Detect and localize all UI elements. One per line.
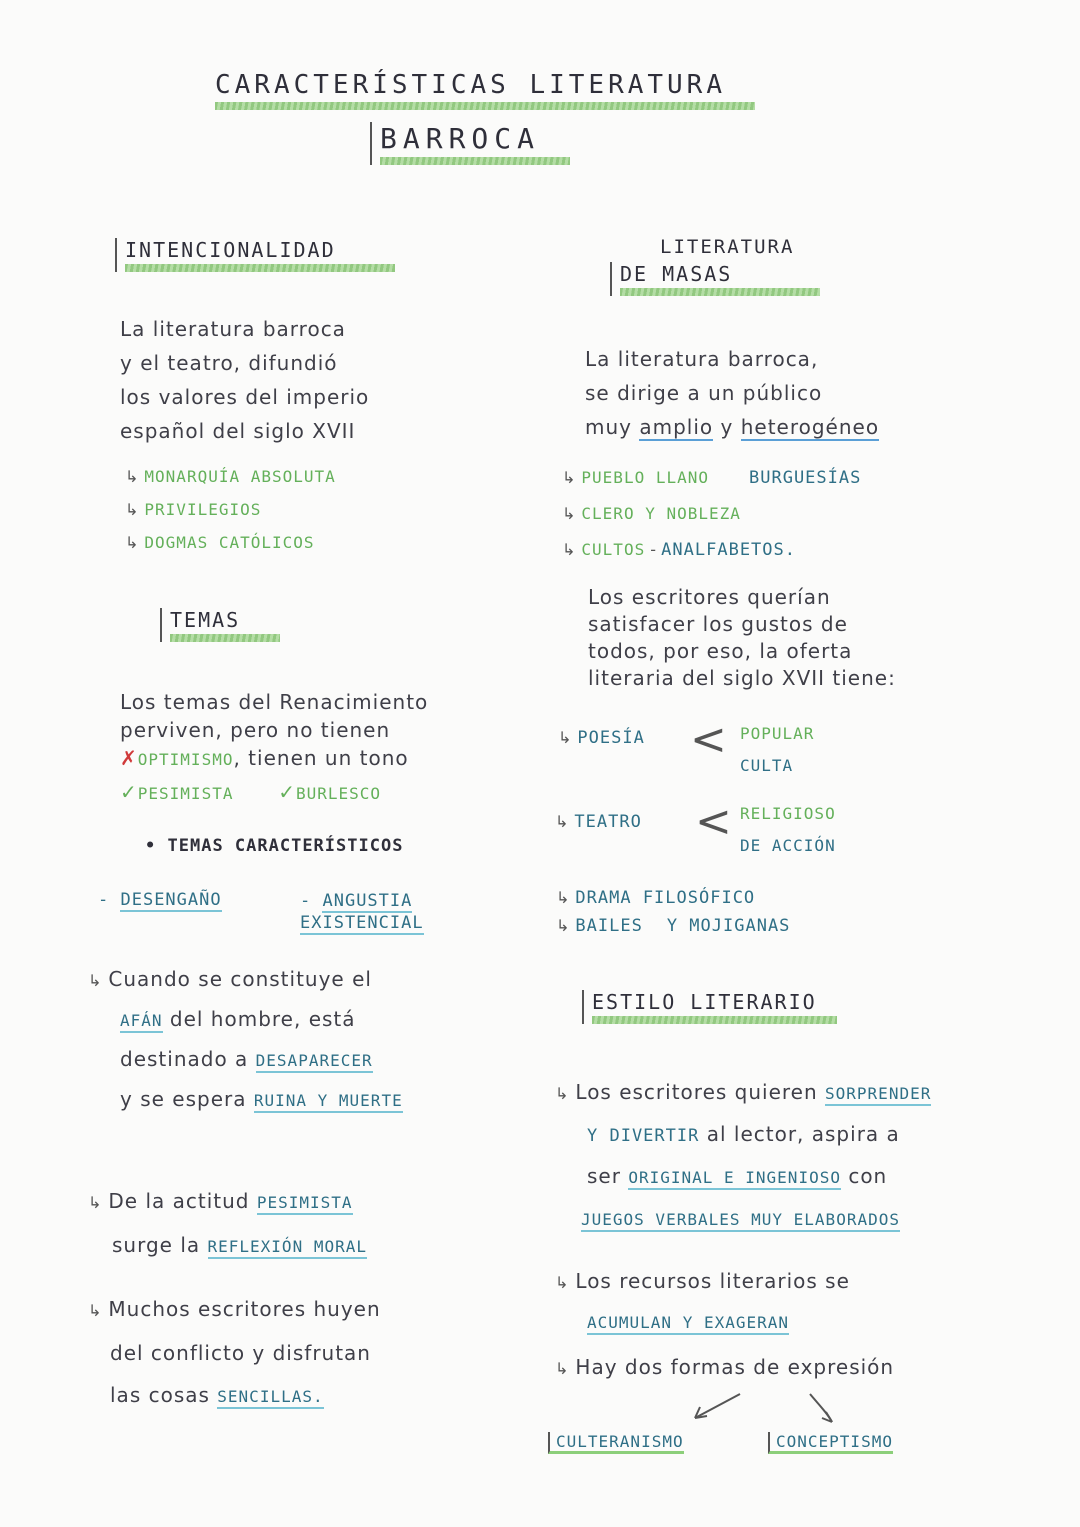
culteranismo-box: CULTERANISMO [548, 1432, 684, 1454]
arrow-icon: ↳ [562, 468, 576, 487]
intencionalidad-text: La literatura barroca y el teatro, difundió los valores del imperio español del siglo XVII [120, 317, 370, 443]
arrow-icon: ↳ [125, 533, 139, 552]
check-icon: ✓ [120, 780, 138, 804]
estilo-heading: ESTILO LITERARIO [582, 990, 837, 1024]
arrow-icon: ↳ [562, 540, 576, 559]
tema-desengano: - DESENGAÑO [98, 890, 222, 910]
masas-list [562, 460, 861, 568]
check-icon: ✓ [278, 780, 296, 804]
list-item: ↳ PUEBLO LLANO BURGUESÍAS [562, 468, 862, 488]
temas-paragraph-3: ↳ Muchos escritores huyen del conflicto y disfrutan las cosas SENCILLAS. [88, 1297, 381, 1407]
title-highlight [215, 102, 755, 110]
branch-icon: < [690, 714, 727, 765]
masas-text: La literatura barroca, se dirige a un público muy amplio y heterogéneo [585, 347, 880, 439]
masas-heading-line1: LITERATURA [660, 236, 795, 258]
arrow-icon: ↳ [555, 812, 569, 831]
poesia-options: POPULAR CULTA [740, 724, 815, 775]
temas-paragraph-1: ↳ Cuando se constituye el AFÁN del hombre, está destinado a DESAPARECER y se espera RUINA Y MUERTE [88, 967, 403, 1111]
conceptismo-box: CONCEPTISMO [768, 1432, 893, 1454]
arrow-icon: ↳ [562, 504, 576, 523]
arrow-icon: ↳ [555, 1273, 570, 1292]
page-subtitle: BARROCA [370, 122, 570, 165]
poesia-label: ↳ POESÍA [558, 728, 645, 748]
masas-paragraph-2: Los escritores querían satisfacer los gustos de todos, por eso, la oferta literaria del siglo XVII tiene: [588, 585, 896, 690]
list-item: ↳ CULTOS - ANALFABETOS. [562, 540, 796, 560]
teatro-options: RELIGIOSO DE ACCIÓN [740, 804, 836, 855]
arrow-icon: ↳ [88, 971, 103, 990]
arrow-icon: ↳ [125, 467, 139, 486]
estilo-paragraph-3: ↳ Hay dos formas de expresión [555, 1355, 895, 1379]
list-item: ↳ PRIVILEGIOS [125, 500, 262, 519]
bullet-icon: • [145, 836, 157, 856]
teatro-label: ↳ TEATRO [555, 812, 642, 832]
temas-caracteristicos-heading: • TEMAS CARACTERÍSTICOS [145, 836, 404, 856]
temas-heading: TEMAS [160, 608, 280, 642]
tema-angustia: - ANGUSTIA EXISTENCIAL [300, 891, 424, 933]
estilo-paragraph-1: ↳ Los escritores quieren SORPRENDER Y DIVERTIR al lector, aspira a ser ORIGINAL E INGENIOSO con JUEGOS VERBALES MUY ELABORADOS [555, 1072, 931, 1240]
arrow-icon: ↳ [88, 1193, 103, 1212]
intencionalidad-heading: INTENCIONALIDAD [115, 238, 395, 272]
arrow-icon: ↳ [555, 1084, 570, 1103]
arrow-icon: ↳ [125, 500, 139, 519]
masas-heading: DE MASAS [610, 262, 820, 296]
arrow-icon: ↳ [558, 728, 572, 747]
teatro-subtypes: ↳ DRAMA FILOSÓFICO ↳ BAILES Y MOJIGANAS [556, 888, 791, 936]
split-arrows-icon [680, 1386, 860, 1436]
cross-icon: ✗ [120, 746, 138, 770]
list-item: ↳ DOGMAS CATÓLICOS [125, 533, 315, 552]
list-item: ↳ CLERO Y NOBLEZA [562, 504, 741, 523]
intencionalidad-list [125, 460, 336, 559]
list-item: ↳ MONARQUÍA ABSOLUTA [125, 467, 336, 486]
estilo-paragraph-2: ↳ Los recursos literarios se ACUMULAN Y EXAGERAN [555, 1262, 850, 1342]
arrow-icon: ↳ [556, 916, 570, 935]
arrow-icon: ↳ [556, 888, 570, 907]
arrow-icon: ↳ [555, 1359, 570, 1378]
temas-text: Los temas del Renacimiento perviven, pero no tienen ✗OPTIMISMO, tienen un tono ✓PESIMISTA ✓BURLESCO [120, 690, 429, 804]
branch-icon: < [695, 796, 732, 847]
arrow-icon: ↳ [88, 1301, 103, 1320]
temas-paragraph-2: ↳ De la actitud PESIMISTA surge la REFLEXIÓN MORAL [88, 1189, 367, 1257]
page-title: CARACTERÍSTICAS LITERATURA [215, 70, 755, 110]
